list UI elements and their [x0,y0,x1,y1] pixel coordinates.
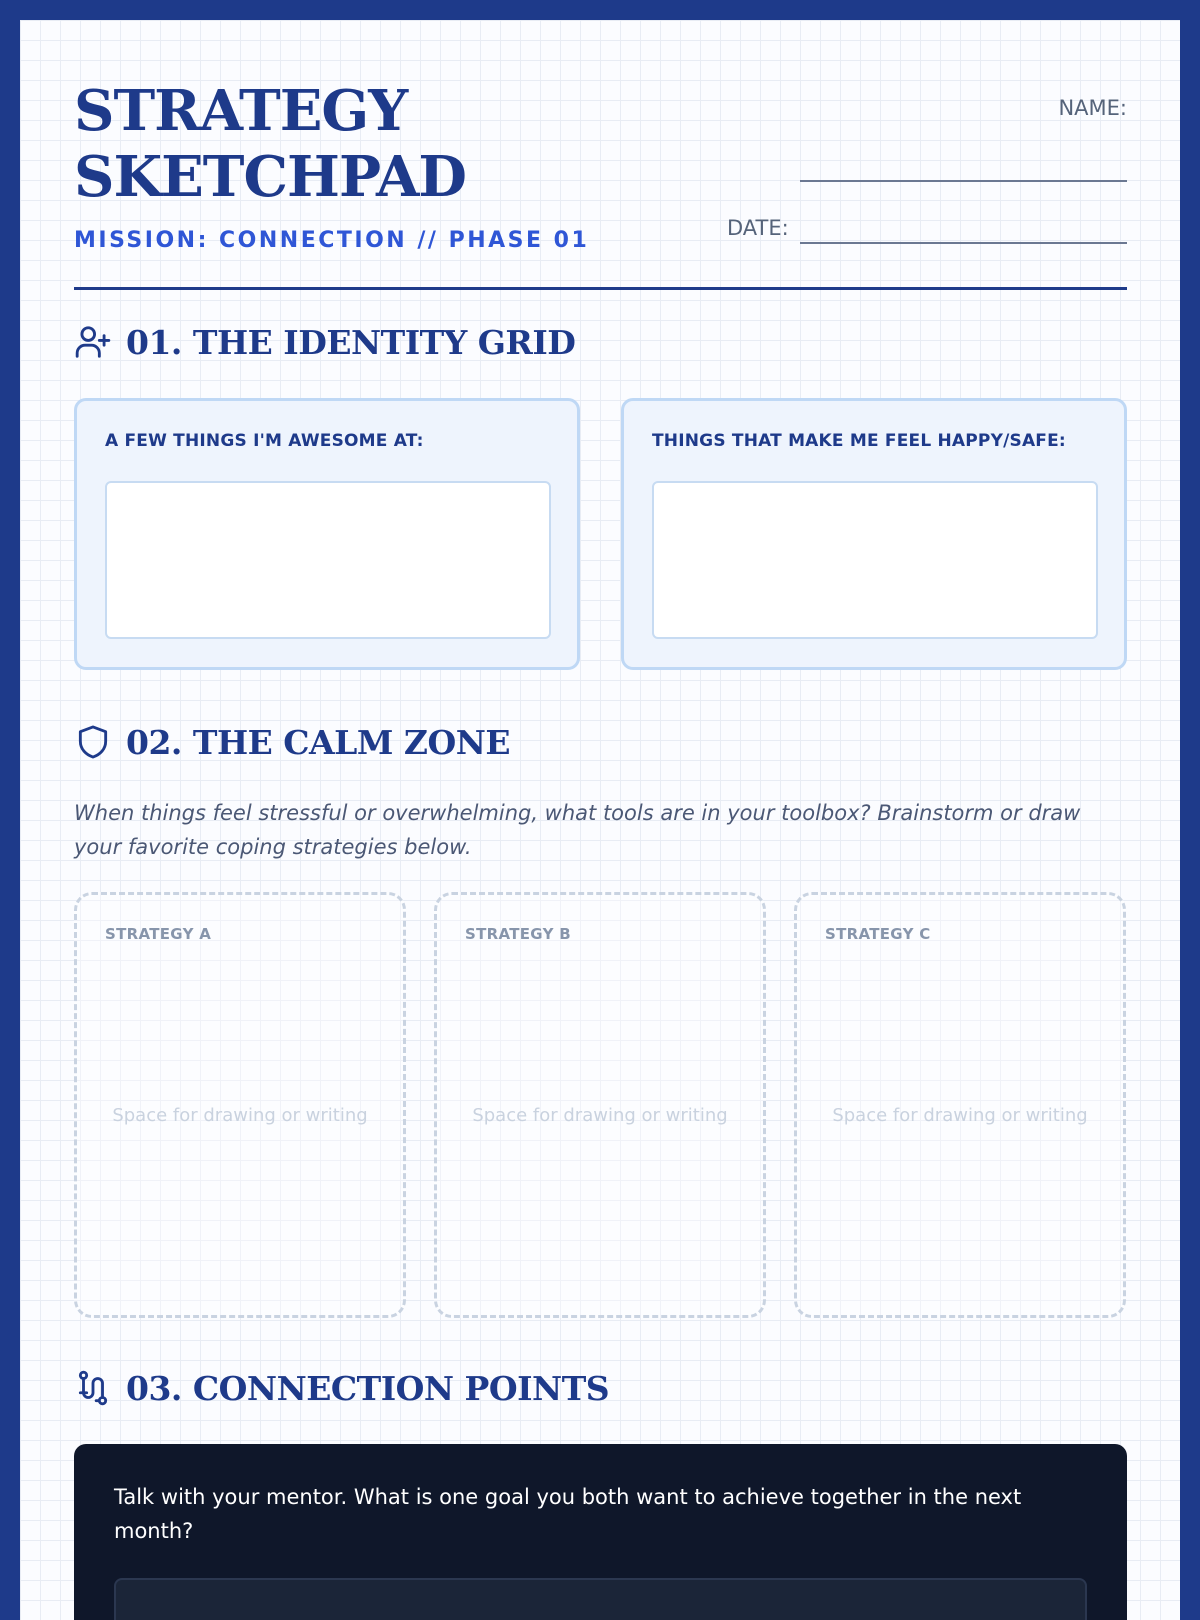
identity-answer-box[interactable] [652,481,1098,639]
date-field[interactable] [800,242,1127,244]
title-line-2: SKETCHPAD [74,144,466,210]
section-identity-heading [74,320,575,364]
identity-card-label: A FEW THINGS I'M AWESOME AT: [105,431,424,451]
strategy-box-b[interactable] [434,892,766,1318]
section-identity-title: 01. THE IDENTITY GRID [126,322,576,362]
connection-card [74,1444,1127,1620]
name-label: NAME: [1058,96,1127,120]
strategy-box-a[interactable] [74,892,406,1318]
date-label: DATE: [727,216,789,240]
strategy-hint: Space for drawing or writing [112,1105,368,1126]
strategy-label: STRATEGY C [825,925,931,943]
calm-description: When things feel stressful or overwhelming, what tools are in your toolbox? Brainstorm or draw your favorite coping strategies below. [74,801,1081,859]
name-field[interactable] [800,180,1127,182]
strategy-label: STRATEGY B [465,925,572,943]
identity-card-awesome [74,398,580,670]
shield-icon [74,723,112,761]
strategy-hint: Space for drawing or writing [472,1105,728,1126]
route-icon [74,1369,112,1407]
worksheet-page [20,20,1180,1620]
connection-prompt: Talk with your mentor. What is one goal you both want to achieve together in the next month? [114,1485,1022,1543]
section-connection-heading [74,1366,609,1410]
strategy-box-c[interactable] [794,892,1126,1318]
section-connection-title: 03. CONNECTION POINTS [126,1368,610,1408]
strategy-hint: Space for drawing or writing [832,1105,1088,1126]
identity-card-label: THINGS THAT MAKE ME FEEL HAPPY/SAFE: [652,431,1066,451]
title-line-1: STRATEGY [74,78,408,144]
identity-card-happy [621,398,1127,670]
page-subtitle: MISSION: CONNECTION // PHASE 01 [74,228,590,253]
header [74,78,1127,290]
identity-answer-box[interactable] [105,481,551,639]
section-calm-title: 02. THE CALM ZONE [126,722,511,762]
strategy-label: STRATEGY A [105,925,212,943]
user-plus-icon [74,323,112,361]
connection-answer-box[interactable] [114,1578,1087,1620]
section-calm-heading [74,720,510,764]
page-title [74,78,466,210]
